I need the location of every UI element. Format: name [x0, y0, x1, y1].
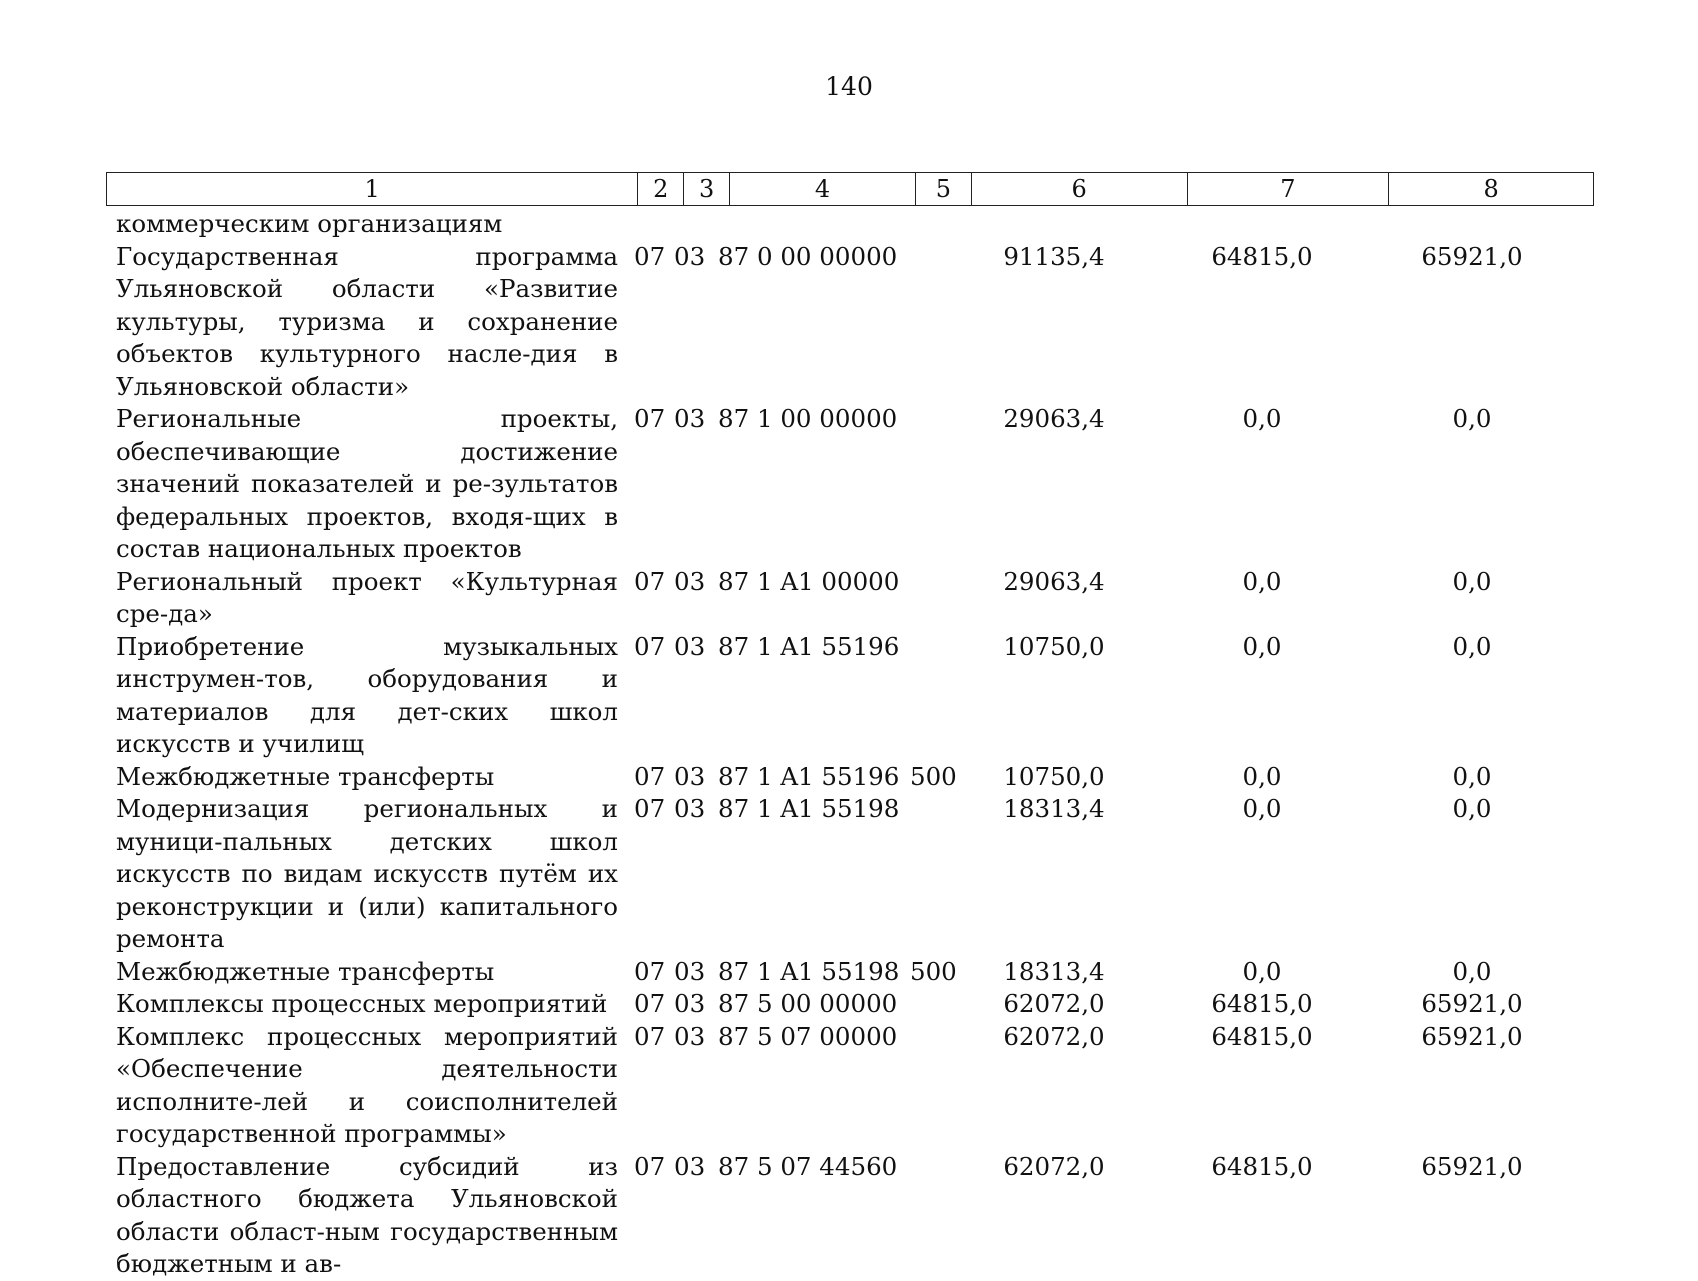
row-target-code: 87 1 00 00000	[718, 404, 898, 433]
row-expense-type	[904, 631, 974, 761]
row-amount-col7: 0,0	[1242, 631, 1282, 661]
row-expense-type: 500	[910, 956, 957, 986]
header-col-6: 6	[972, 173, 1188, 205]
row-expense-type	[904, 988, 974, 1021]
row-section: 07	[634, 631, 666, 661]
row-amount-col6: 18313,4	[1003, 956, 1105, 986]
row-expense-type: 500	[910, 761, 957, 791]
header-col-4: 4	[730, 173, 916, 205]
row-amount-col6: 62072,0	[1003, 1021, 1105, 1051]
row-section: 07	[634, 566, 666, 596]
row-amount-col7: 64815,0	[1211, 1151, 1313, 1181]
table-row	[106, 566, 1594, 631]
row-amount-col8: 65921,0	[1421, 241, 1523, 271]
row-amount-col6: 62072,0	[1003, 989, 1105, 1018]
row-amount-col6: 29063,4	[1003, 566, 1105, 596]
row-amount-col8: 0,0	[1452, 404, 1492, 433]
table-header	[106, 172, 1594, 206]
row-name: Межбюджетные трансферты	[116, 956, 495, 986]
table-row	[106, 761, 1594, 794]
table-row	[106, 1151, 1594, 1281]
table-row	[106, 403, 1594, 566]
header-col-7: 7	[1188, 173, 1390, 205]
table-row	[106, 956, 1594, 989]
row-expense-type	[904, 566, 974, 631]
row-target-code: 87 1 A1 00000	[718, 566, 900, 596]
table-row	[106, 793, 1594, 956]
row-section: 07	[634, 241, 666, 271]
row-subsection	[668, 208, 708, 241]
row-section	[626, 208, 668, 241]
table-body	[106, 208, 1594, 1281]
row-amount-col8: 65921,0	[1421, 1021, 1523, 1051]
row-name: коммерческим организациям	[116, 209, 503, 238]
row-name: Модернизация региональных и муници-пальных детских школ искусств по видам искусств путём их реконструкции и (или) капитального ремонта	[116, 794, 618, 953]
row-amount-col8	[1370, 208, 1570, 241]
row-target-code	[708, 208, 904, 241]
row-amount-col7: 0,0	[1242, 956, 1282, 986]
row-amount-col7	[1154, 208, 1370, 241]
row-amount-col8: 65921,0	[1421, 989, 1523, 1018]
row-subsection: 03	[674, 956, 706, 986]
row-expense-type	[904, 403, 974, 566]
row-name: Региональные проекты, обеспечивающие достижение значений показателей и ре-зультатов федеральных проектов, входя-щих в состав национальных проектов	[116, 404, 618, 563]
row-section: 07	[634, 794, 666, 823]
row-expense-type	[904, 241, 974, 404]
header-col-5: 5	[916, 173, 972, 205]
row-target-code: 87 1 A1 55196	[718, 631, 900, 661]
row-amount-col8: 0,0	[1452, 956, 1492, 986]
row-amount-col7: 64815,0	[1211, 241, 1313, 271]
row-section: 07	[634, 404, 666, 433]
row-name: Региональный проект «Культурная сре-да»	[116, 566, 618, 628]
row-name: Приобретение музыкальных инструмен-тов, оборудования и материалов для дет-ских школ искусств и училищ	[116, 631, 618, 758]
row-name: Предоставление субсидий из областного бюджета Ульяновской области област-ным государственным бюджетным и ав-	[116, 1151, 618, 1278]
row-amount-col7: 0,0	[1242, 794, 1282, 823]
row-amount-col7: 0,0	[1242, 404, 1282, 433]
table-row	[106, 1021, 1594, 1151]
row-target-code: 87 0 00 00000	[718, 241, 898, 271]
header-col-3: 3	[684, 173, 730, 205]
row-section: 07	[634, 956, 666, 986]
table-row	[106, 988, 1594, 1021]
page-number: 140	[825, 72, 873, 101]
row-amount-col7: 64815,0	[1211, 1021, 1313, 1051]
row-target-code: 87 1 A1 55198	[718, 956, 900, 986]
row-subsection: 03	[674, 404, 706, 433]
row-amount-col8: 0,0	[1452, 761, 1492, 791]
row-name: Комплексы процессных мероприятий	[116, 989, 608, 1018]
header-col-2: 2	[638, 173, 684, 205]
row-section: 07	[634, 1021, 666, 1051]
row-amount-col7: 0,0	[1242, 566, 1282, 596]
row-subsection: 03	[674, 566, 706, 596]
row-amount-col8: 0,0	[1452, 566, 1492, 596]
row-section: 07	[634, 761, 666, 791]
row-name: Комплекс процессных мероприятий «Обеспечение деятельности исполните-лей и соисполнителей государственной программы»	[116, 1021, 618, 1148]
row-subsection: 03	[674, 1151, 706, 1181]
row-subsection: 03	[674, 794, 706, 823]
row-amount-col8: 0,0	[1452, 794, 1492, 823]
row-amount-col6: 18313,4	[1003, 794, 1105, 823]
row-expense-type	[904, 793, 974, 956]
row-target-code: 87 1 A1 55196	[718, 761, 900, 791]
table-row	[106, 208, 1594, 241]
row-expense-type	[904, 1021, 974, 1151]
table-row	[106, 631, 1594, 761]
row-section: 07	[634, 1151, 666, 1181]
row-amount-col8: 65921,0	[1421, 1151, 1523, 1181]
row-target-code: 87 1 A1 55198	[718, 794, 900, 823]
row-subsection: 03	[674, 761, 706, 791]
header-col-8: 8	[1483, 175, 1499, 203]
table-row	[106, 241, 1594, 404]
row-name: Государственная программа Ульяновской области «Развитие культуры, туризма и сохранение объектов культурного насле-дия в Ульяновской области»	[116, 241, 618, 401]
row-amount-col6: 10750,0	[1003, 761, 1105, 791]
row-amount-col6: 29063,4	[1003, 404, 1105, 433]
row-target-code: 87 5 07 44560	[718, 1151, 898, 1181]
row-amount-col8: 0,0	[1452, 631, 1492, 661]
row-subsection: 03	[674, 989, 706, 1018]
row-subsection: 03	[674, 241, 706, 271]
row-section: 07	[634, 989, 666, 1018]
row-expense-type	[904, 208, 974, 241]
row-name: Межбюджетные трансферты	[116, 761, 495, 791]
row-subsection: 03	[674, 631, 706, 661]
row-target-code: 87 5 07 00000	[718, 1021, 898, 1051]
row-subsection: 03	[674, 1021, 706, 1051]
row-amount-col6: 91135,4	[1003, 241, 1105, 271]
row-amount-col6: 62072,0	[1003, 1151, 1105, 1181]
row-target-code: 87 5 00 00000	[718, 989, 898, 1018]
row-amount-col7: 64815,0	[1211, 989, 1313, 1018]
row-amount-col7: 0,0	[1242, 761, 1282, 791]
row-amount-col6	[974, 208, 1154, 241]
row-expense-type	[904, 1151, 974, 1281]
row-amount-col6: 10750,0	[1003, 631, 1105, 661]
header-col-1: 1	[107, 173, 638, 205]
